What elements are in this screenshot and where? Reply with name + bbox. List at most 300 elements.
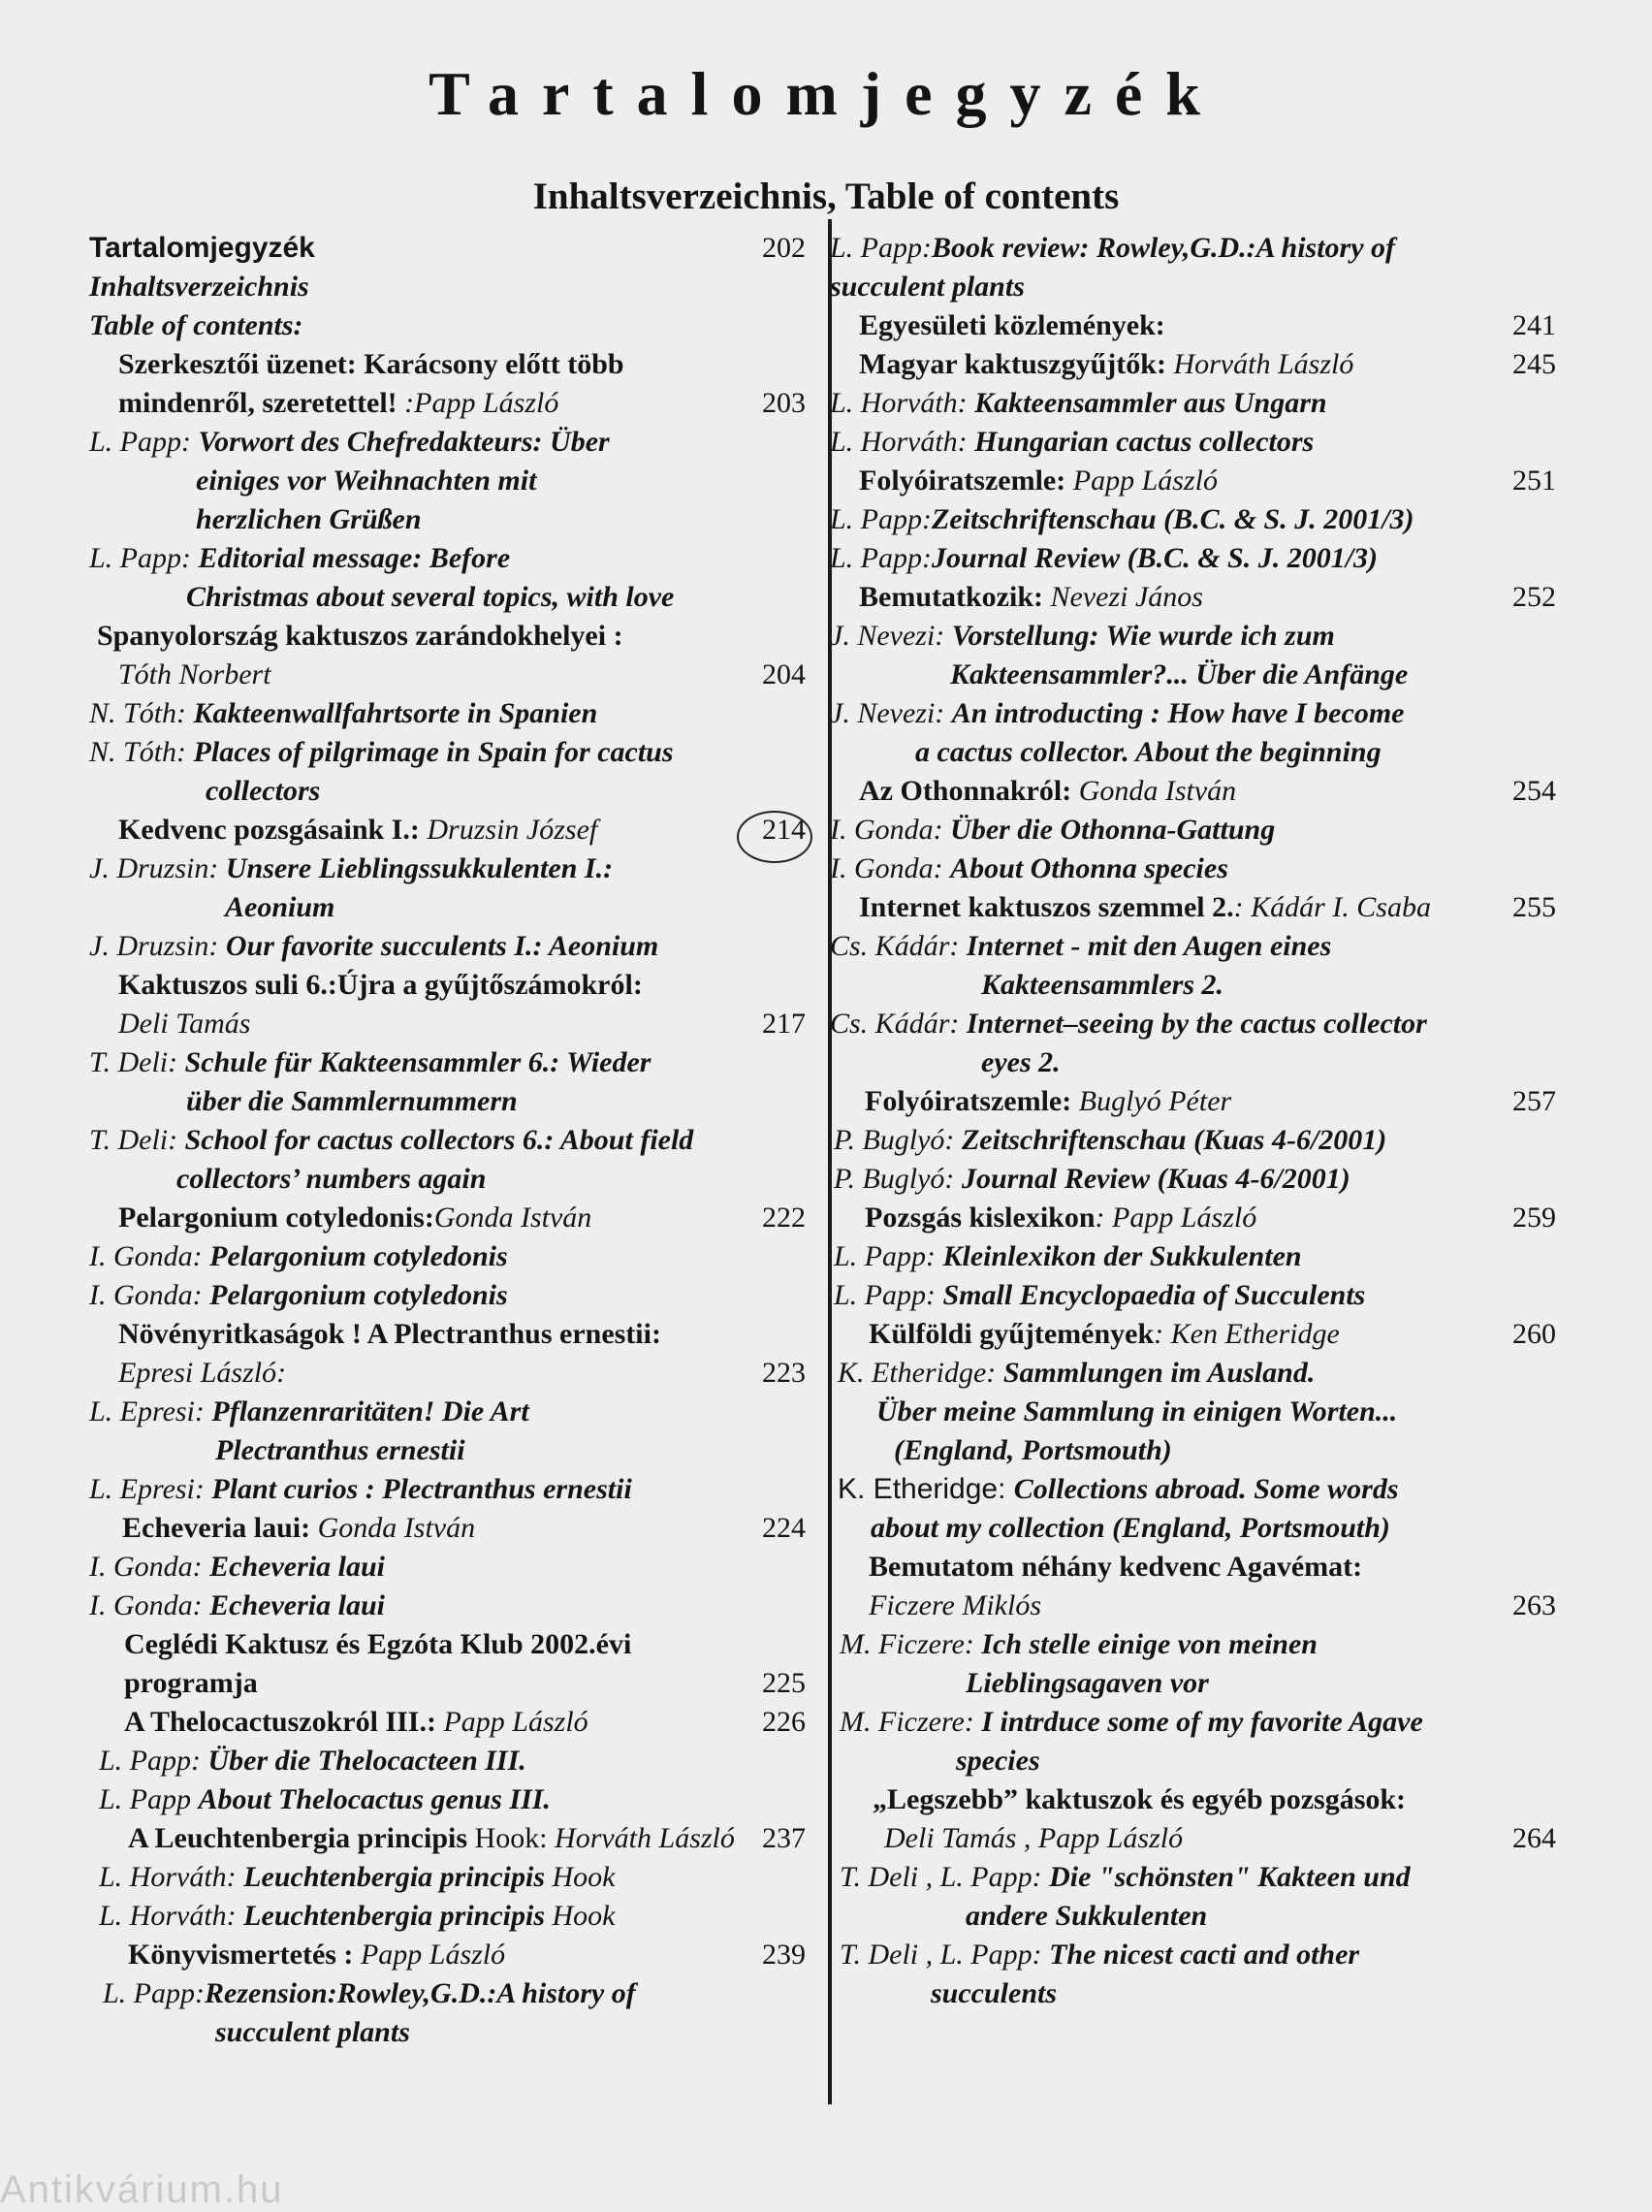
toc-entry-line (830, 578, 1567, 617)
toc-right-column (830, 229, 1567, 2013)
toc-text-segment: P. Buglyó: (834, 1163, 962, 1195)
toc-text-segment: Ceglédi Kaktusz és Egzóta Klub 2002.évi (124, 1628, 632, 1660)
toc-text-segment: Ficzere Miklós (869, 1589, 1041, 1621)
toc-text-segment: Internet - mit den Augen eines (966, 930, 1332, 962)
toc-entry-line (89, 1858, 824, 1897)
toc-entry-line (89, 733, 824, 772)
toc-entry-line (89, 1587, 824, 1625)
toc-entry (830, 1625, 1567, 1703)
toc-entry-line (89, 1082, 824, 1121)
toc-text-segment: Kakteensammlers 2. (981, 969, 1224, 1001)
toc-entry-line (89, 578, 824, 617)
toc-entry-line (89, 1625, 824, 1664)
toc-text-segment: Internet–seeing by the cactus collector (966, 1008, 1427, 1040)
toc-text-segment: L. Papp: (834, 1240, 943, 1272)
toc-text-segment: a cactus collector. About the beginning (915, 736, 1382, 768)
toc-entry-line (830, 1664, 1567, 1703)
toc-text-segment: :Papp László (397, 387, 559, 419)
toc-text-segment: Nevezi János (1050, 581, 1203, 613)
toc-text-segment: P. Buglyó: (834, 1124, 962, 1156)
toc-text-segment: M. Ficzere: (840, 1706, 982, 1738)
toc-text-segment: Schule für Kakteensammler 6.: Wieder (184, 1046, 651, 1078)
toc-text-segment: T. Deli , L. Papp: (840, 1861, 1050, 1893)
toc-entry-line (830, 500, 1567, 539)
toc-entry-line (830, 229, 1567, 268)
toc-text-segment: Vorstellung: Wie wurde ich zum (951, 620, 1335, 652)
toc-text-segment: Magyar kaktuszgyűjtők: (859, 348, 1174, 380)
toc-text-segment: Kakteensammler?... Über die Anfänge (950, 658, 1409, 690)
toc-text-segment: Pelargonium cotyledonis: (118, 1202, 434, 1234)
toc-entry-line (830, 850, 1567, 888)
toc-entry-line (830, 1548, 1567, 1587)
toc-text-segment: L. Papp: (830, 542, 932, 574)
toc-entry (830, 811, 1567, 850)
toc-text-segment: L. Horváth: (830, 387, 975, 419)
toc-entry-line (89, 1121, 824, 1160)
toc-entry-line (89, 1315, 824, 1354)
toc-text-segment: Egyesületi közlemények: (859, 309, 1165, 341)
toc-text-segment: Papp László (443, 1706, 588, 1738)
toc-text-segment: L. Horváth: (99, 1861, 244, 1893)
toc-page-number: 217 (762, 1008, 806, 1040)
toc-text-segment: Echeveria laui: (122, 1512, 318, 1544)
toc-entry-line (830, 1470, 1567, 1509)
toc-text-segment: Kedvenc pozsgásaink I.: (118, 814, 428, 846)
toc-text-segment: Echeveria laui (209, 1589, 385, 1621)
toc-text-segment: programja (124, 1667, 258, 1699)
toc-entry (830, 1121, 1567, 1160)
toc-text-segment: Horváth László (555, 1822, 735, 1854)
toc-text-segment: L. Papp: (89, 426, 199, 458)
toc-text-segment: „Legszebb” kaktuszok és egyéb pozsgások: (873, 1783, 1407, 1815)
toc-text-segment: Places of pilgrimage in Spain for cactus (193, 736, 674, 768)
toc-entry (830, 578, 1567, 617)
toc-text-segment: Über die Othonna-Gattung (950, 814, 1276, 846)
toc-text-segment: species (956, 1745, 1040, 1777)
toc-text-segment: K. Etheridge: (838, 1357, 1003, 1389)
toc-entry (89, 617, 824, 694)
toc-entry (89, 1897, 824, 1936)
toc-text-segment: Plant curios : Plectranthus ernestii (211, 1473, 632, 1505)
toc-text-segment: Ich stelle einige von meinen (981, 1628, 1318, 1660)
toc-text-segment: Über meine Sammlung in einigen Worten... (876, 1395, 1398, 1427)
toc-text-segment: Table of contents: (89, 309, 303, 341)
toc-entry-line (830, 1509, 1567, 1548)
toc-entry-line (830, 1237, 1567, 1276)
toc-entry (89, 229, 824, 345)
toc-text-segment: Bemutatom néhány kedvenc Agavémat: (869, 1551, 1363, 1583)
toc-entry-line (830, 1936, 1567, 1974)
toc-text-segment: Über die Thelocacteen III. (207, 1745, 526, 1777)
toc-entry-line (89, 1005, 824, 1043)
toc-entry (89, 733, 824, 811)
toc-text-segment: Zeitschriftenschau (B.C. & S. J. 2001/3) (932, 503, 1414, 535)
toc-entry-line (89, 1819, 824, 1858)
toc-entry (89, 927, 824, 966)
toc-entry (89, 1625, 824, 1703)
toc-page-number: 224 (762, 1512, 806, 1544)
toc-text-segment: Epresi László: (118, 1357, 287, 1389)
toc-entry (830, 229, 1567, 306)
toc-text-segment: K. Etheridge: (838, 1473, 1014, 1505)
toc-entry-line (830, 1005, 1567, 1043)
toc-text-segment: Hook (552, 1900, 616, 1932)
toc-text-segment: Buglyó Péter (1078, 1085, 1232, 1117)
toc-entry-line (830, 1082, 1567, 1121)
toc-text-segment: Internet kaktuszos szemmel 2. (859, 891, 1234, 923)
toc-entry (830, 1548, 1567, 1625)
toc-text-segment: Papp László (360, 1939, 506, 1971)
toc-text-segment: I intrduce some of my favorite Agave (981, 1706, 1423, 1738)
toc-entry (830, 345, 1567, 384)
toc-entry (89, 1819, 824, 1858)
toc-entry-line (830, 1393, 1567, 1431)
toc-entry-line (89, 1703, 824, 1742)
toc-text-segment: Our favorite succulents I.: Aeonium (225, 930, 659, 962)
toc-text-segment: T. Deli: (89, 1124, 185, 1156)
toc-text-segment: J. Druzsin: (89, 930, 226, 962)
toc-entry (89, 539, 824, 617)
toc-text-segment: Cs. Kádár: (830, 1008, 967, 1040)
toc-page-number: 226 (762, 1706, 806, 1738)
toc-text-segment: Lieblingsagaven vor (966, 1667, 1209, 1699)
toc-entry (89, 1587, 824, 1625)
toc-entry-line (89, 1354, 824, 1393)
toc-entry (89, 1548, 824, 1587)
toc-entry-line (830, 1742, 1567, 1780)
toc-text-segment: N. Tóth: (89, 736, 194, 768)
toc-entry-line (89, 1780, 824, 1819)
toc-page-number: 237 (762, 1822, 806, 1854)
toc-text-segment: Inhaltsverzeichnis (89, 271, 309, 303)
toc-entry (830, 539, 1567, 578)
toc-entry (830, 927, 1567, 1005)
toc-text-segment: A Leuchtenbergia principis (128, 1822, 475, 1854)
toc-entry-line (830, 927, 1567, 966)
toc-entry (89, 811, 824, 850)
toc-entry-line (89, 966, 824, 1005)
toc-entry-line (89, 772, 824, 811)
toc-text-segment: T. Deli: (89, 1046, 185, 1078)
toc-text-segment: L. Horváth: (99, 1900, 244, 1932)
toc-entry (830, 772, 1567, 811)
toc-entry (830, 888, 1567, 927)
toc-text-segment: N. Tóth: (89, 697, 194, 729)
toc-entry-line (830, 1315, 1567, 1354)
toc-entry (830, 1936, 1567, 2013)
toc-entry-line (830, 1276, 1567, 1315)
toc-text-segment: L. Horváth: (830, 426, 975, 458)
toc-entry-line (830, 1199, 1567, 1237)
toc-text-segment: Small Encyclopaedia of Succulents (942, 1279, 1366, 1311)
toc-entry-line (830, 423, 1567, 462)
toc-entry-line (89, 1431, 824, 1470)
toc-text-segment: The nicest cacti and other (1049, 1939, 1360, 1971)
toc-entry-line (89, 1393, 824, 1431)
toc-entry-line (89, 888, 824, 927)
toc-text-segment: Tartalomjegyzék (89, 232, 315, 264)
toc-text-segment: L. Papp (99, 1783, 199, 1815)
toc-entry-line (830, 1703, 1567, 1742)
toc-entry (89, 345, 824, 423)
toc-text-segment: Kaktuszos suli 6.:Újra a gyűjtőszámokról: (118, 969, 643, 1001)
toc-entry-line (89, 1664, 824, 1703)
toc-page-number: 222 (762, 1202, 806, 1234)
toc-text-segment: Bemutatkozik: (859, 581, 1051, 613)
toc-entry (89, 423, 824, 539)
toc-entry-line (830, 617, 1567, 656)
toc-entry (830, 1199, 1567, 1237)
toc-entry-line (830, 462, 1567, 500)
toc-text-segment: herzlichen Grüßen (196, 503, 422, 535)
toc-entry-line (830, 1974, 1567, 2013)
toc-entry-line (89, 1936, 824, 1974)
toc-text-segment: I. Gonda: (89, 1551, 210, 1583)
toc-page-number: 245 (1512, 348, 1556, 380)
toc-entry-line (830, 1819, 1567, 1858)
toc-text-segment: Kleinlexikon der Sukkulenten (942, 1240, 1302, 1272)
toc-entry (89, 694, 824, 733)
toc-page-number: 241 (1512, 309, 1556, 341)
toc-page-number: 203 (762, 387, 806, 419)
toc-text-segment: Folyóiratszemle: (865, 1085, 1079, 1117)
toc-text-segment: : Kádár I. Csaba (1233, 891, 1431, 923)
toc-text-segment: A Thelocactuszokról III.: (124, 1706, 444, 1738)
toc-text-segment: L. Papp: (89, 542, 199, 574)
toc-text-segment: Leuchtenbergia principis (243, 1861, 553, 1893)
toc-text-segment: Sammlungen im Ausland. (1002, 1357, 1316, 1389)
toc-entry-line (830, 1121, 1567, 1160)
toc-page-number: 251 (1512, 465, 1556, 497)
toc-text-segment: Tóth Norbert (118, 658, 271, 690)
toc-text-segment: L. Papp: (99, 1745, 208, 1777)
toc-entry (830, 306, 1567, 345)
toc-entry (89, 1509, 824, 1548)
toc-page-number: 252 (1512, 581, 1556, 613)
toc-entry-line (830, 539, 1567, 578)
page-title: Tartalomjegyzék (429, 59, 1223, 128)
toc-text-segment: Hook (552, 1861, 616, 1893)
toc-text-segment: Plectranthus ernestii (215, 1434, 465, 1466)
toc-text-segment: L. Papp: (830, 503, 932, 535)
toc-entry (830, 1858, 1567, 1936)
toc-text-segment: collectors’ numbers again (176, 1163, 487, 1195)
toc-entry-line (830, 345, 1567, 384)
toc-entry-line (830, 306, 1567, 345)
toc-entry (89, 1470, 824, 1509)
toc-entry (830, 694, 1567, 772)
toc-entry-line (830, 1354, 1567, 1393)
toc-page-number: 204 (762, 658, 806, 690)
toc-text-segment: T. Deli , L. Papp: (840, 1939, 1050, 1971)
toc-text-segment: I. Gonda: (830, 852, 951, 884)
toc-page-number: 257 (1512, 1085, 1556, 1117)
toc-entry-line (830, 888, 1567, 927)
toc-entry (830, 1237, 1567, 1276)
toc-entry-line (89, 2013, 824, 2052)
toc-entry-line (830, 772, 1567, 811)
toc-text-segment: : Papp László (1095, 1202, 1257, 1234)
toc-entry-line (89, 462, 824, 500)
toc-entry-line (89, 1237, 824, 1276)
toc-entry-line (830, 384, 1567, 423)
toc-entry (830, 1005, 1567, 1082)
toc-entry (89, 1703, 824, 1742)
toc-page-number: 260 (1512, 1318, 1556, 1350)
toc-entry (89, 1121, 824, 1199)
toc-entry-line (89, 229, 824, 268)
toc-entry-line (89, 694, 824, 733)
toc-text-segment: succulent plants (215, 2016, 410, 2048)
toc-entry-line (89, 1199, 824, 1237)
toc-entry-line (830, 268, 1567, 306)
toc-text-segment: Leuchtenbergia principis (243, 1900, 553, 1932)
toc-entry-line (89, 306, 824, 345)
toc-entry (89, 1199, 824, 1237)
toc-entry-line (830, 1897, 1567, 1936)
toc-page-number: 214 (762, 814, 806, 846)
toc-entry-line (830, 966, 1567, 1005)
toc-entry (89, 1276, 824, 1315)
toc-entry-line (89, 1897, 824, 1936)
toc-text-segment: Die "schönsten" Kakteen und (1049, 1861, 1411, 1893)
toc-entry-line (89, 1470, 824, 1509)
toc-entry (89, 966, 824, 1043)
toc-text-segment: Deli Tamás , Papp László (884, 1822, 1184, 1854)
toc-page-number: 259 (1512, 1202, 1556, 1234)
toc-entry (830, 1276, 1567, 1315)
toc-entry-line (830, 1431, 1567, 1470)
toc-page-number: 225 (762, 1667, 806, 1699)
toc-entry (830, 500, 1567, 539)
toc-text-segment: I. Gonda: (830, 814, 951, 846)
toc-text-segment: andere Sukkulenten (966, 1900, 1208, 1932)
toc-text-segment: Pelargonium cotyledonis (209, 1279, 508, 1311)
toc-text-segment: Gonda István (1078, 775, 1237, 807)
toc-text-segment: Vorwort des Chefredakteurs: Über (198, 426, 610, 458)
toc-entry-line (89, 423, 824, 462)
toc-text-segment: Kakteenwallfahrtsorte in Spanien (193, 697, 598, 729)
toc-page-number: 254 (1512, 775, 1556, 807)
toc-text-segment: Collections abroad. Some words (1013, 1473, 1399, 1505)
toc-text-segment: J. Nevezi: (830, 697, 952, 729)
toc-entry-line (89, 927, 824, 966)
toc-text-segment: collectors (206, 775, 321, 807)
toc-text-segment: Druzsin József (427, 814, 598, 846)
toc-text-segment: L. Epresi: (89, 1473, 212, 1505)
toc-entry-line (830, 1858, 1567, 1897)
toc-text-segment: Horváth László (1173, 348, 1354, 380)
toc-text-segment: Aeonium (225, 891, 335, 923)
toc-text-segment: About Thelocactus genus III. (198, 1783, 551, 1815)
toc-entry (89, 1237, 824, 1276)
toc-entry (830, 850, 1567, 888)
toc-text-segment: succulent plants (830, 271, 1025, 303)
toc-entry (89, 1936, 824, 1974)
toc-text-segment: Az Othonnakról: (859, 775, 1079, 807)
toc-entry-line (830, 656, 1567, 694)
toc-text-segment: Cs. Kádár: (830, 930, 967, 962)
toc-text-segment: Növényritkaságok ! A Plectranthus ernestii: (118, 1318, 661, 1350)
page-subtitle: Inhaltsverzeichnis, Table of contents (532, 176, 1120, 217)
toc-text-segment: about my collection (England, Portsmouth) (871, 1512, 1390, 1544)
toc-entry (830, 1470, 1567, 1548)
toc-text-segment: einiges vor Weihnachten mit (196, 465, 537, 497)
toc-text-segment: Folyóiratszemle: (859, 465, 1073, 497)
toc-text-segment: Journal Review (Kuas 4-6/2001) (961, 1163, 1350, 1195)
toc-entry-line (89, 1276, 824, 1315)
toc-text-segment: M. Ficzere: (840, 1628, 982, 1660)
toc-text-segment: Gonda István (433, 1202, 592, 1234)
toc-text-segment: über die Sammlernummern (186, 1085, 518, 1117)
toc-page-number: 255 (1512, 891, 1556, 923)
toc-text-segment: Editorial message: Before (198, 542, 511, 574)
toc-text-segment: mindenről, szeretettel! (118, 387, 397, 419)
toc-text-segment: Pozsgás kislexikon (865, 1202, 1096, 1234)
toc-text-segment: (England, Portsmouth) (894, 1434, 1172, 1466)
toc-entry-line (830, 1780, 1567, 1819)
toc-text-segment: Hungarian cactus collectors (974, 426, 1315, 458)
toc-text-segment: Külföldi gyűjtemények (869, 1318, 1155, 1350)
toc-entry-line (89, 500, 824, 539)
toc-entry (89, 1393, 824, 1470)
toc-page-number: 239 (762, 1939, 806, 1971)
toc-text-segment: Spanyolország kaktuszos zarándokhelyei : (97, 620, 623, 652)
toc-entry-line (830, 1625, 1567, 1664)
toc-entry-line (89, 656, 824, 694)
toc-entry (830, 1354, 1567, 1470)
toc-text-segment: About Othonna species (950, 852, 1228, 884)
toc-page-number: 202 (762, 232, 806, 264)
toc-entry-line (89, 1548, 824, 1587)
toc-entry (89, 1974, 824, 2052)
toc-text-segment: Zeitschriftenschau (Kuas 4-6/2001) (961, 1124, 1387, 1156)
toc-text-segment: eyes 2. (981, 1046, 1061, 1078)
toc-text-segment: J. Nevezi: (830, 620, 952, 652)
toc-text-segment: An introducting : How have I become (951, 697, 1405, 729)
toc-entry-line (830, 1160, 1567, 1199)
toc-text-segment: I. Gonda: (89, 1240, 210, 1272)
toc-text-segment: L. Papp: (830, 232, 932, 264)
toc-text-segment: succulents (931, 1977, 1058, 2009)
toc-text-segment: L. Epresi: (89, 1395, 212, 1427)
toc-text-segment: Pelargonium cotyledonis (209, 1240, 508, 1272)
toc-entry (830, 462, 1567, 500)
toc-left-column (89, 229, 824, 2052)
toc-entry-line (89, 617, 824, 656)
toc-text-segment: L. Papp: (834, 1279, 943, 1311)
toc-text-segment: Pflanzenraritäten! Die Art (211, 1395, 529, 1427)
toc-text-segment: Szerkesztői üzenet: Karácsony előtt több (118, 348, 624, 380)
toc-entry-line (89, 268, 824, 306)
toc-text-segment: Rezension:Rowley,G.D.:A history of (205, 1977, 636, 2009)
toc-entry-line (89, 1742, 824, 1780)
toc-entry (830, 1082, 1567, 1121)
toc-entry (89, 1858, 824, 1897)
toc-text-segment: Kakteensammler aus Ungarn (974, 387, 1327, 419)
toc-entry-line (89, 850, 824, 888)
toc-entry (89, 850, 824, 927)
toc-text-segment: Journal Review (B.C. & S. J. 2001/3) (932, 542, 1379, 574)
toc-text-segment: Echeveria laui (209, 1551, 385, 1583)
toc-entry (830, 1315, 1567, 1354)
toc-text-segment: : Ken Etheridge (1154, 1318, 1340, 1350)
toc-text-segment: Christmas about several topics, with love (186, 581, 675, 613)
toc-entry (830, 1780, 1567, 1858)
toc-text-segment: Unsere Lieblingssukkulenten I.: (225, 852, 614, 884)
toc-entry (830, 617, 1567, 694)
toc-entry (830, 423, 1567, 462)
